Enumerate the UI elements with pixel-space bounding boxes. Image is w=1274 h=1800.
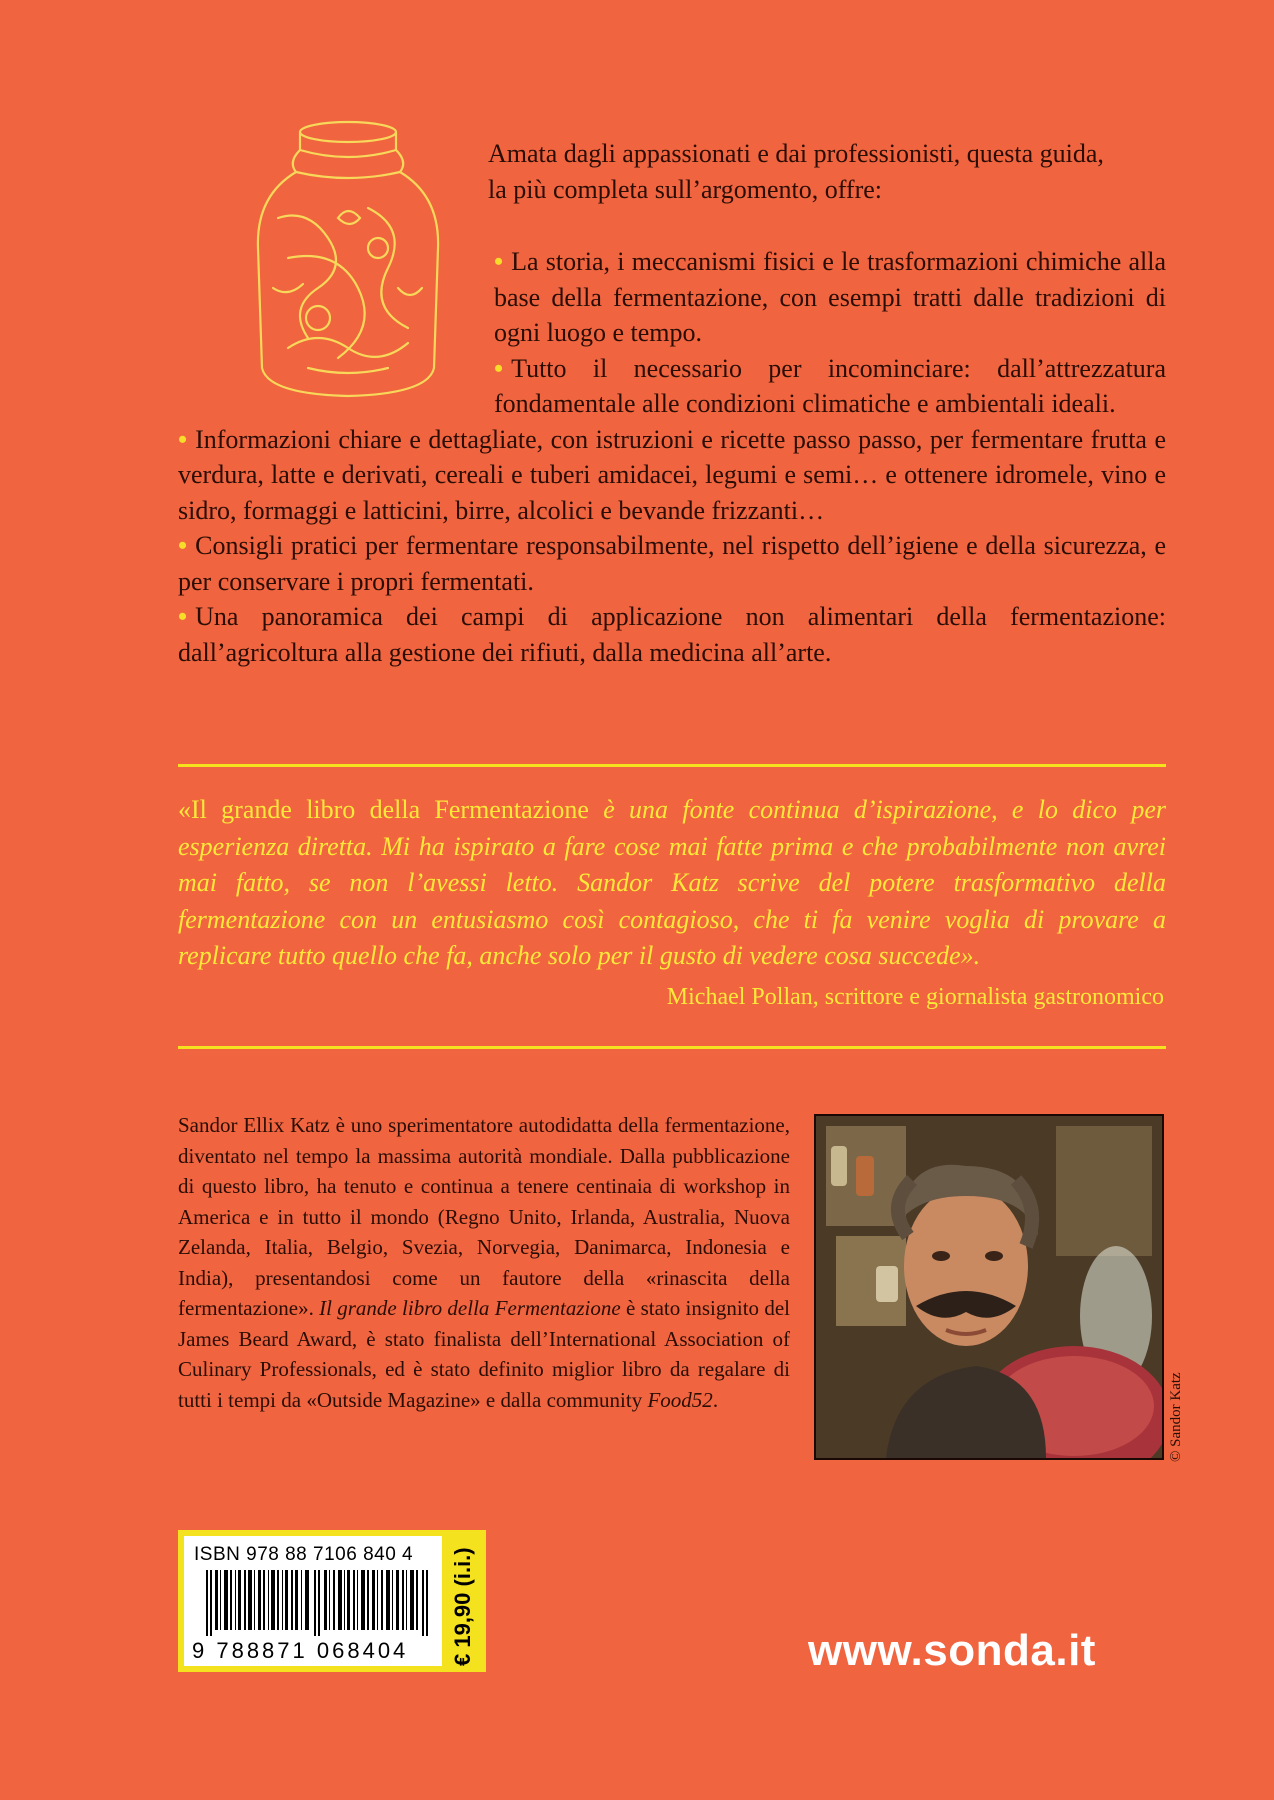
list-item-text: Consigli pratici per fermentare responsabilmente, nel rispetto dell’igiene e della sicurezza, e per conservare i propri fermentati.: [178, 531, 1166, 596]
author-bio: [178, 1110, 790, 1415]
photo-credit: © Sandor Katz: [1168, 1372, 1184, 1462]
barcode-panel: [184, 1536, 442, 1666]
feature-list: [178, 244, 1166, 670]
barcode: [206, 1570, 438, 1636]
quote-book-title: «Il grande libro della Fermentazione: [178, 795, 589, 824]
bullet-icon: •: [178, 531, 188, 560]
publisher-website[interactable]: www.sonda.it: [808, 1626, 1096, 1675]
intro-line-2: la più completa sull’argomento, offre:: [488, 175, 882, 204]
divider-bottom: [178, 1046, 1166, 1049]
isbn-block: [178, 1530, 486, 1672]
list-item: [178, 528, 1166, 599]
list-item-text: Tutto il necessario per incominciare: dall’attrezzatura fondamentale alle condizioni climatiche e ambientali ideali.: [494, 353, 1166, 418]
divider-top: [178, 764, 1166, 767]
review-quote: [178, 792, 1166, 975]
list-item: [178, 422, 1166, 529]
list-item-text: Informazioni chiare e dettagliate, con istruzioni e ricette passo passo, per fermentare frutta e verdura, latte e derivati, cereali e tuberi amidacei, legumi e semi… e ottenere idromele, vino e sidro, formaggi e latticini, birre, alcolici e bevande frizzanti…: [178, 424, 1166, 525]
bullet-icon: •: [494, 353, 504, 383]
quote-author: Michael Pollan, scrittore e giornalista gastronomico: [666, 984, 1164, 1010]
bullet-icon: •: [178, 424, 188, 454]
bio-part-2: è stato insignito del James Beard Award, è stato finalista dell’International Association of Culinary Professionals, ed è stato definito miglior libro da regalare di tutti i tempi da «Outside Magazine» e dalla community: [178, 1296, 791, 1412]
intro-text: [488, 136, 1168, 208]
author-photo-illustration: [816, 1116, 1162, 1458]
bullet-icon: •: [178, 602, 188, 631]
bio-book-title: Il grande libro della Fermentazione: [319, 1296, 621, 1320]
barcode-digits: 9 788871 068404: [192, 1638, 409, 1663]
quote-text: è una fonte continua d’ispirazione, e lo dico per esperienza diretta. Mi ha ispirato a fare cose mai fatte prima e che probabilmente non avrei mai fatto, se non l’avessi letto. Sandor Katz scrive del potere trasformativo della fermentazione con un entusiasmo così contagioso, che ti fa venire voglia di provare a replicare tutto quello che fa, anche solo per il gusto di vedere cosa succede».: [178, 795, 1166, 970]
price-label: € 19,90 (i.i.): [450, 1547, 475, 1666]
bio-part-1: Sandor Ellix Katz è uno sperimentatore autodidatta della fermentazione, diventato nel tempo la massima autorità mondiale. Dalla pubblicazione di questo libro, ha tenuto e continua a tenere centinaia di workshop in America e in tutto il mondo (Regno Unito, Irlanda, Australia, Nuova Zelanda, Italia, Belgio, Svezia, Norvegia, Danimarca, Indonesia e India), presentandosi come un fautore della «rinascita della fermentazione».: [178, 1113, 790, 1320]
bio-end: .: [712, 1387, 719, 1412]
list-item: [178, 599, 1166, 670]
bio-community: Food52: [647, 1387, 713, 1412]
list-item: [494, 244, 1166, 351]
list-item-text: La storia, i meccanismi fisici e le trasformazioni chimiche alla base della fermentazione, con esempi tratti dalle tradizioni di ogni luogo e tempo.: [494, 247, 1166, 347]
list-item: [494, 351, 1166, 422]
list-item-text: Una panoramica dei campi di applicazione non alimentari della fermentazione: dall’agricoltura alla gestione dei rifiuti, dalla medicina all’arte.: [178, 602, 1166, 667]
isbn-label: ISBN 978 88 7106 840 4: [194, 1544, 414, 1565]
intro-line-1: Amata dagli appassionati e dai professionisti, questa guida,: [488, 139, 1104, 168]
bullet-icon: •: [494, 247, 504, 276]
author-photo: [814, 1114, 1164, 1460]
